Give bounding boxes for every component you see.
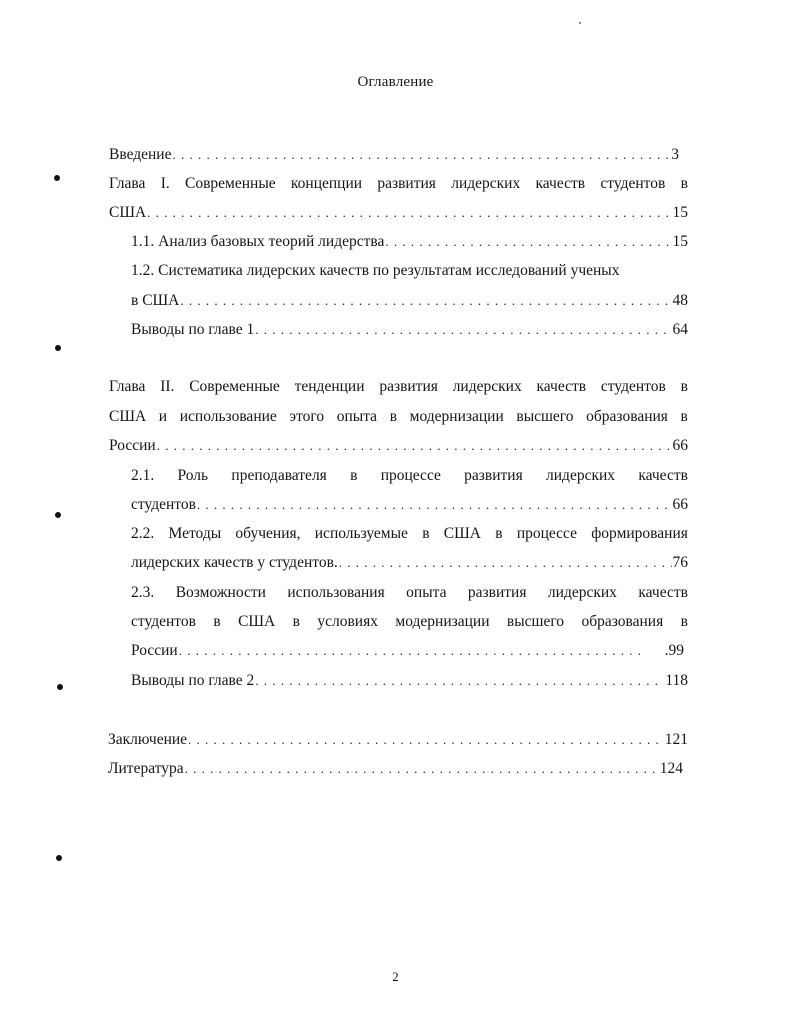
word: лидерских: [451, 175, 521, 192]
word: качеств: [638, 584, 688, 601]
word: в: [680, 408, 688, 425]
binding-hole-mark: [55, 512, 61, 518]
word: Глава: [109, 378, 146, 395]
chapter-2-heading-words: [109, 408, 688, 426]
word: Современные: [185, 175, 276, 192]
word: развития: [377, 175, 436, 192]
word: образования: [586, 408, 668, 425]
word: условиях: [317, 613, 378, 630]
leader-dots: [185, 760, 659, 778]
word: в: [495, 525, 503, 542]
word: студентов: [131, 613, 196, 630]
word: лидерских: [546, 467, 616, 484]
word: этого: [289, 408, 325, 425]
word: 2.1.: [131, 467, 155, 484]
word: Роль: [177, 467, 209, 484]
toc-page-number: 124: [659, 760, 683, 777]
toc-page-number: .99: [664, 642, 684, 659]
toc-entry-conclusion[interactable]: [108, 731, 688, 751]
binding-hole-mark: [56, 855, 62, 861]
word: США: [109, 408, 147, 425]
word: в: [680, 613, 688, 630]
word: тенденции: [294, 378, 365, 395]
word: в: [213, 613, 221, 630]
toc-section-2-1-line1[interactable]: [131, 467, 688, 487]
word: развития: [467, 584, 527, 601]
toc-page-number: 118: [665, 672, 688, 689]
toc-page-number: 66: [672, 437, 688, 454]
toc-entry-intro[interactable]: [109, 146, 679, 166]
word: Методы: [168, 525, 222, 542]
leader-dots: [385, 233, 671, 251]
word: опыта: [406, 584, 447, 601]
word: высшего: [506, 613, 565, 630]
chapter-1-heading-words: [109, 175, 688, 193]
leader-dots: [147, 204, 671, 222]
word: преподавателя: [231, 467, 327, 484]
word: 2.3.: [131, 584, 155, 601]
word: в: [680, 175, 688, 192]
toc-page-number: 3: [671, 146, 679, 163]
word: использование: [179, 408, 277, 425]
toc-entry-label: США: [109, 204, 147, 221]
section-2-3-words: [131, 584, 688, 602]
word: США: [238, 613, 276, 630]
word: лидерских: [452, 378, 522, 395]
toc-page-number: 76: [672, 554, 688, 571]
word: Глава: [109, 175, 146, 192]
word: США: [443, 525, 481, 542]
toc-entry-label: 1.1. Анализ базовых теорий лидерства: [131, 233, 385, 250]
word: студентов: [600, 175, 666, 192]
word: II.: [160, 378, 175, 395]
word: опыта: [336, 408, 378, 425]
leader-dots: [339, 554, 672, 572]
word: в: [422, 525, 430, 542]
binding-hole-mark: [55, 345, 61, 351]
toc-entry-label: лидерских качеств у студентов.: [131, 554, 338, 571]
toc-page-number: 64: [672, 321, 688, 338]
word: процессе: [516, 525, 577, 542]
word: Современные: [189, 378, 280, 395]
leader-dots: [255, 672, 664, 690]
word: в: [389, 408, 398, 425]
leader-dots: [180, 292, 671, 310]
toc-chapter-1-heading-cont[interactable]: [109, 204, 688, 224]
word: обучения,: [235, 525, 301, 542]
leader-dots: [197, 496, 672, 514]
word: развития: [464, 467, 523, 484]
word: используемые: [314, 525, 408, 542]
toc-section-2-3-line1[interactable]: [131, 584, 688, 604]
toc-section-2-2-line2[interactable]: [131, 554, 688, 574]
toc-entry-label: 1.2. Систематика лидерских качеств по результатам исследований ученых: [131, 262, 620, 279]
word: высшего: [516, 408, 574, 425]
toc-section-2-3-line2[interactable]: [131, 613, 688, 633]
toc-title: Оглавление: [357, 74, 434, 90]
toc-entry-label: Заключение: [108, 731, 188, 748]
word: 2.2.: [131, 525, 155, 542]
word: в: [350, 467, 358, 484]
chapter-2-heading-words: [109, 378, 688, 396]
binding-hole-mark: [57, 684, 63, 690]
toc-entry-label: Введение: [109, 146, 172, 163]
leader-dots: [157, 437, 672, 455]
leader-dots: [172, 146, 670, 164]
toc-entry-label: Выводы по главе 1: [131, 321, 255, 338]
toc-entry-label: студентов: [131, 496, 196, 513]
leader-dots: [179, 642, 647, 660]
toc-chapter-1-heading[interactable]: [109, 175, 688, 195]
section-2-1-words: [131, 467, 688, 485]
word: и: [158, 408, 168, 425]
word: студентов: [600, 378, 666, 395]
leader-dots: [188, 731, 664, 749]
word: Возможности: [175, 584, 266, 601]
section-2-3-words: [131, 613, 688, 631]
toc-chapter-2-heading-line2[interactable]: [109, 408, 688, 428]
word: качеств: [535, 175, 586, 192]
toc-entry-references[interactable]: [108, 760, 683, 780]
toc-section-1-2-line1[interactable]: [131, 262, 688, 282]
toc-section-2-1-line2[interactable]: [131, 496, 688, 516]
toc-entry-label: России: [109, 437, 156, 454]
toc-entry-label: Литература: [108, 760, 184, 777]
toc-page-number: 15: [672, 204, 688, 221]
word: использования: [287, 584, 385, 601]
word: концепции: [290, 175, 363, 192]
word: развития: [379, 378, 438, 395]
page-number: 2: [392, 969, 399, 984]
word: процессе: [380, 467, 441, 484]
toc-section-2-2-line1[interactable]: [131, 525, 688, 545]
toc-page-number: 15: [672, 233, 688, 250]
toc-entry-label: Выводы по главе 2: [131, 672, 255, 689]
scan-speck: [579, 22, 581, 24]
toc-section-1-2-line2[interactable]: [131, 292, 688, 312]
word: в: [680, 378, 688, 395]
word: лидерских: [547, 584, 617, 601]
toc-section-1-1[interactable]: [131, 233, 688, 253]
toc-page-number: 48: [672, 292, 688, 309]
toc-entry-label: в США: [131, 292, 180, 309]
section-2-2-words: [131, 525, 688, 543]
toc-entry-label: России: [131, 642, 178, 659]
word: образования: [581, 613, 664, 630]
word: модернизации: [409, 408, 504, 425]
toc-chapter-2-heading-line3[interactable]: [109, 437, 688, 457]
word: качеств: [536, 378, 587, 395]
word: I.: [160, 175, 170, 192]
word: модернизации: [395, 613, 490, 630]
toc-chapter-2-heading-line1[interactable]: [109, 378, 688, 398]
toc-chapter-2-conclusion[interactable]: [131, 672, 688, 692]
word: качеств: [638, 467, 688, 484]
toc-page-number: 66: [672, 496, 688, 513]
word: формирования: [591, 525, 688, 542]
leader-dots: [255, 321, 671, 339]
toc-section-2-3-line3[interactable]: [131, 642, 684, 662]
word: в: [292, 613, 300, 630]
toc-page-number: 121: [664, 731, 688, 748]
binding-hole-mark: [54, 175, 60, 181]
toc-chapter-1-conclusion[interactable]: [131, 321, 688, 341]
